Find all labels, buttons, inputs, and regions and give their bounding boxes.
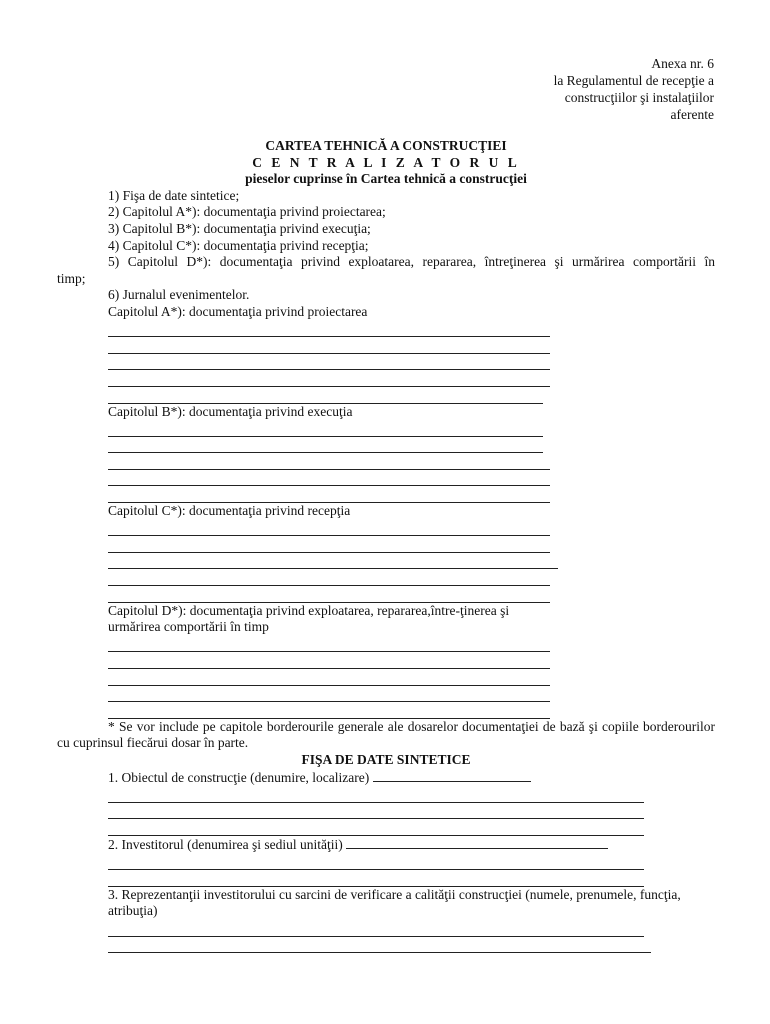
chapter-a-heading: Capitolul A*): documentaţia privind proiectarea xyxy=(108,303,368,319)
footnote: * Se vor include pe capitole borderourile generale ale dosarelor documentaţiei de bază şi copiile borderourilor cu cuprinsul fiecărui dosar în parte. xyxy=(57,718,715,751)
blank-line[interactable] xyxy=(108,387,543,404)
fisa-item-1 xyxy=(57,769,715,787)
fisa-item-2-label: 2. Investitorul (denumirea şi sediul unităţii) xyxy=(108,836,343,852)
blank-line[interactable] xyxy=(108,437,543,454)
list-item: 6) Jurnalul evenimentelor. xyxy=(108,287,250,303)
list-item: 4) Capitolul C*): documentaţia privind recepţia; xyxy=(108,237,369,253)
blank-line[interactable] xyxy=(108,920,644,937)
blank-line[interactable] xyxy=(108,937,651,954)
fisa-item-1-field[interactable] xyxy=(373,769,531,782)
annex-line: Anexa nr. 6 xyxy=(651,56,714,71)
chapter-c-heading: Capitolul C*): documentaţia privind recepţia xyxy=(108,503,351,519)
annex-reference xyxy=(554,55,714,123)
annex-line: construcţiilor şi instalaţiilor xyxy=(564,90,714,105)
blank-line[interactable] xyxy=(108,470,550,487)
blank-line[interactable] xyxy=(108,686,550,703)
document-body xyxy=(57,138,715,953)
blank-line[interactable] xyxy=(108,354,550,371)
chapter-a-lines xyxy=(57,321,715,404)
annex-line: la Regulamentul de recepţie a xyxy=(553,73,714,88)
chapter-d-heading: Capitolul D*): documentaţia privind exploatarea, repararea,între-ţinerea şi urmărirea comportării în timp xyxy=(108,602,510,635)
blank-line[interactable] xyxy=(108,420,543,437)
annex-line: aferente xyxy=(670,107,714,122)
list-item: 1) Fişa de date sintetice; xyxy=(108,187,240,203)
document-subtitle-2: pieselor cuprinse în Cartea tehnică a construcţiei xyxy=(245,171,527,187)
blank-line[interactable] xyxy=(108,819,644,836)
document-title: CARTEA TEHNICĂ A CONSTRUCŢIEI xyxy=(265,138,507,153)
fisa-item-3: 3. Reprezentanţii investitorului cu sarcini de verificare a calităţii construcţiei (numele, prenumele, funcţia, atribuţia) xyxy=(108,886,681,919)
chapter-b-heading: Capitolul B*): documentaţia privind execuţia xyxy=(108,403,353,419)
blank-line[interactable] xyxy=(108,854,644,871)
blank-line[interactable] xyxy=(108,702,550,719)
list-item: 2) Capitolul A*): documentaţia privind proiectarea; xyxy=(108,204,386,220)
blank-line[interactable] xyxy=(108,652,550,669)
chapter-d-lines xyxy=(57,636,715,719)
chapter-c-lines xyxy=(57,520,715,603)
blank-line[interactable] xyxy=(108,453,550,470)
blank-line[interactable] xyxy=(108,586,550,603)
blank-line[interactable] xyxy=(108,520,550,537)
blank-line[interactable] xyxy=(108,636,550,653)
blank-line[interactable] xyxy=(108,553,558,570)
blank-line[interactable] xyxy=(108,669,550,686)
fisa-item-2-field[interactable] xyxy=(346,836,608,849)
blank-line[interactable] xyxy=(108,370,550,387)
blank-line[interactable] xyxy=(108,536,550,553)
blank-line[interactable] xyxy=(108,486,550,503)
blank-line[interactable] xyxy=(108,803,644,820)
blank-line[interactable] xyxy=(108,569,550,586)
list-item: 5) Capitolul D*): documentaţia privind exploatarea, repararea, întreţinerea şi urmărirea comportării în timp; xyxy=(57,254,715,286)
blank-line[interactable] xyxy=(108,337,550,354)
blank-line[interactable] xyxy=(108,786,644,803)
fisa-item-1-label: 1. Obiectul de construcţie (denumire, localizare) xyxy=(108,769,370,785)
fisa-title: FIŞA DE DATE SINTETICE xyxy=(301,751,471,767)
chapter-b-lines xyxy=(57,420,715,503)
list-item: 3) Capitolul B*): documentaţia privind execuţia; xyxy=(108,220,371,236)
blank-line[interactable] xyxy=(108,870,644,887)
blank-line[interactable] xyxy=(108,321,550,338)
fisa-item-2 xyxy=(57,836,715,854)
document-subtitle: C E N T R A L I Z A T O R U L xyxy=(252,154,520,170)
